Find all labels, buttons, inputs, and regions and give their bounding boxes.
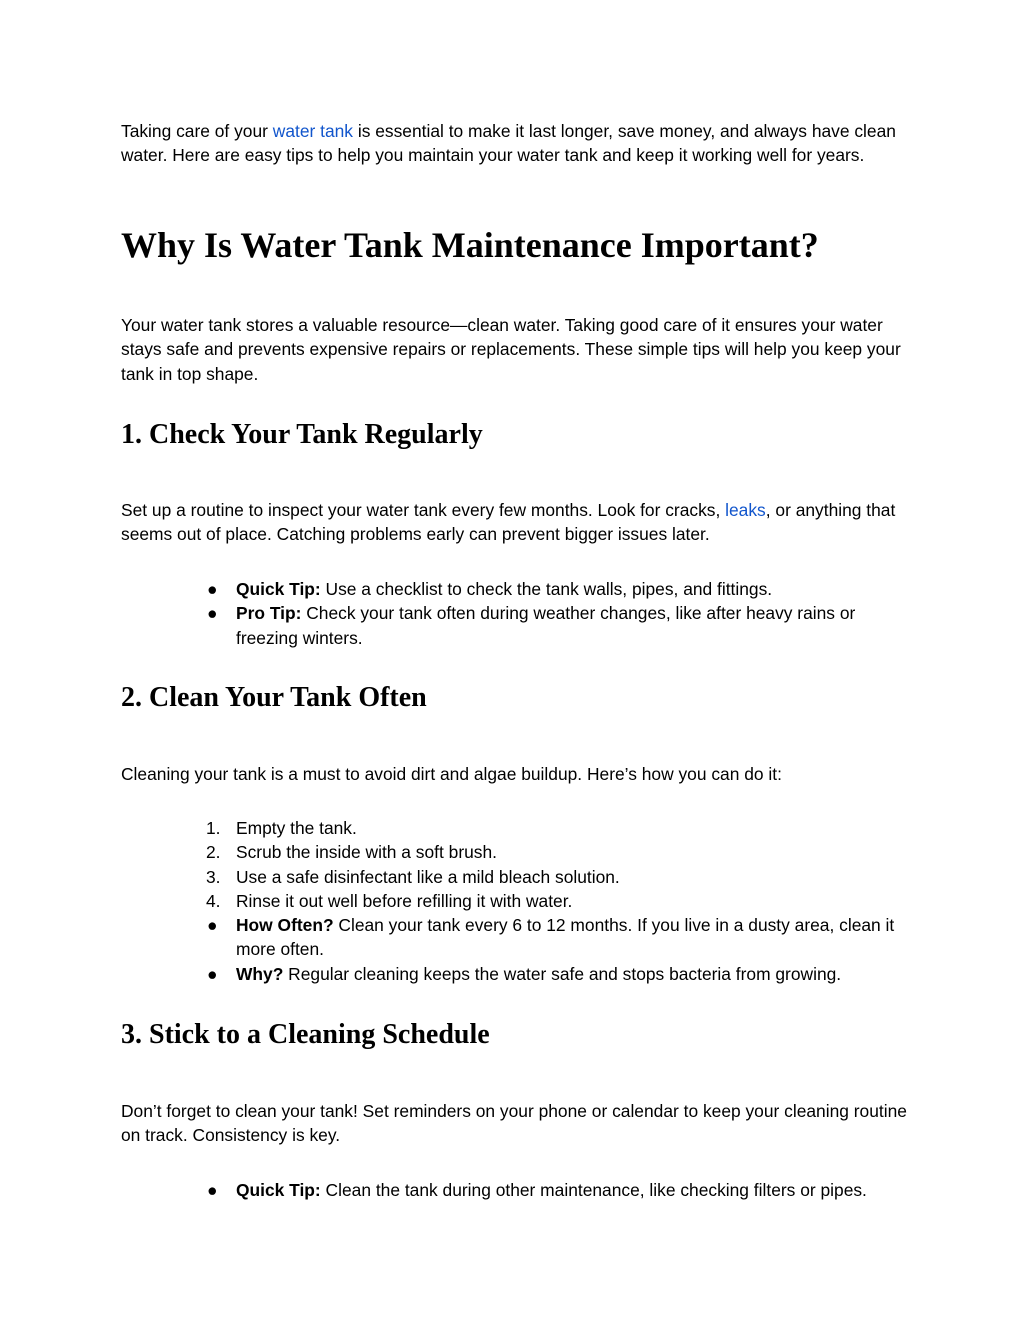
section-3-paragraph: Don’t forget to clean your tank! Set reminders on your phone or calendar to keep your cleaning routine on track. Consistency is key.: [121, 1101, 907, 1146]
why-heading: Why Is Water Tank Maintenance Important?: [121, 225, 819, 265]
intro-text-before: Taking care of your: [121, 121, 273, 141]
bullet-label: Quick Tip:: [236, 579, 321, 599]
why-paragraph: Your water tank stores a valuable resource—clean water. Taking good care of it ensures your water stays safe and prevents expensive repairs or replacements. These simple tips will help you keep your tank in top shape.: [121, 315, 901, 384]
step-number: 4.: [206, 890, 221, 911]
list-item: [206, 840, 906, 864]
section-3-bullet-list: [206, 1178, 906, 1202]
bullet-label: Pro Tip:: [236, 603, 302, 624]
step-number: 2.: [206, 842, 221, 863]
section-1-heading: 1. Check Your Tank Regularly: [121, 419, 483, 450]
bullet-marker: ●: [207, 963, 218, 984]
section-1-paragraph: [121, 498, 911, 547]
list-item: [206, 601, 906, 650]
section-1-text-before: Set up a routine to inspect your water tank every few months. Look for cracks,: [121, 500, 726, 520]
bullet-text: Use a checklist to check the tank walls, pipes, and fittings.: [320, 579, 773, 599]
list-item: [206, 913, 906, 962]
list-item: [206, 865, 906, 889]
step-text: Scrub the inside with a soft brush.: [236, 842, 497, 863]
bullet-text: Clean the tank during other maintenance, like checking filters or pipes.: [320, 1180, 867, 1200]
section-2-paragraph: Cleaning your tank is a must to avoid dirt and algae buildup. Here’s how you can do it:: [121, 764, 782, 784]
bullet-marker: ●: [207, 579, 218, 599]
intro-paragraph: [121, 119, 911, 168]
bullet-label: How Often?: [236, 915, 334, 936]
bullet-text: Check your tank often during weather changes, like after heavy rains or freezing winters.: [236, 603, 856, 648]
section-3-heading: 3. Stick to a Cleaning Schedule: [121, 1019, 490, 1050]
bullet-label: Why?: [236, 963, 284, 984]
bullet-text: Clean your tank every 6 to 12 months. If you live in a dusty area, clean it more often.: [236, 915, 895, 960]
intro-text-after: is essential to make it last longer, save money, and always have clean water. Here are easy tips to help you maintain your water tank and keep it working well for years.: [121, 121, 896, 166]
step-text: Rinse it out well before refilling it with water.: [236, 890, 573, 911]
step-text: Empty the tank.: [236, 818, 357, 838]
list-item: [206, 889, 906, 913]
section-1-text-after: , or anything that seems out of place. Catching problems early can prevent bigger issues later.: [121, 500, 896, 545]
list-item: [206, 1178, 906, 1202]
bullet-text: Regular cleaning keeps the water safe and stops bacteria from growing.: [283, 963, 842, 984]
section-1-bullet-list: [206, 577, 906, 650]
section-2-heading: 2. Clean Your Tank Often: [121, 682, 427, 713]
bullet-marker: ●: [207, 1180, 218, 1200]
step-number: 1.: [206, 818, 221, 838]
water-tank-link[interactable]: water tank: [272, 121, 353, 141]
list-item: [206, 962, 906, 986]
list-item: [206, 577, 906, 601]
step-number: 3.: [206, 866, 221, 887]
bullet-marker: ●: [207, 915, 218, 936]
step-text: Use a safe disinfectant like a mild bleach solution.: [236, 866, 620, 887]
list-item: [206, 816, 906, 840]
section-2-steps-list: [206, 816, 906, 986]
bullet-marker: ●: [207, 603, 218, 624]
bullet-label: Quick Tip:: [236, 1180, 321, 1200]
leaks-link[interactable]: leaks: [725, 500, 766, 520]
